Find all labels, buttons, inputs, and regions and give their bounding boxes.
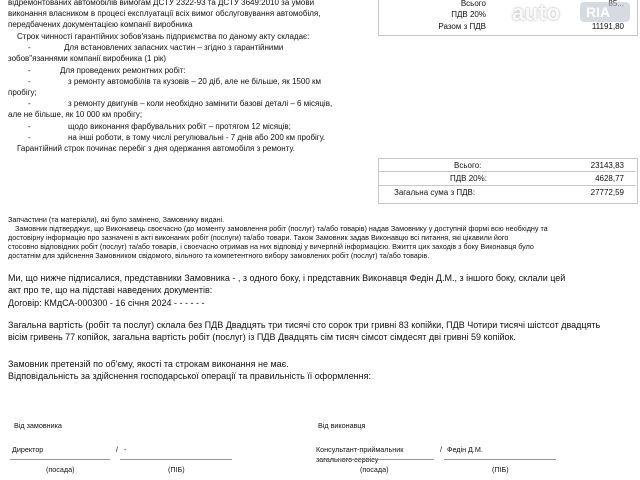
executor-title: Від виконавця: [318, 421, 366, 430]
total-label-2: Загальна сума з ПДВ:: [394, 188, 476, 197]
executor-position-line: [318, 459, 434, 460]
total-label-1: ПДВ 20%:: [450, 174, 487, 183]
warranty-line-2: передбачених документацією компанії виробника: [8, 20, 193, 29]
warranty-line-9: з ремонту двигунів – коли необхідно замінити базові деталі – 6 місяців,: [68, 99, 333, 108]
claims-line-1: Замовник претензій по об'єму, якості та строкам виконання не має.: [8, 359, 289, 369]
warranty-line-4: Для встановлених запасних частин – згідно з гарантійними: [64, 43, 284, 52]
warranty-dash-6: -: [28, 66, 31, 75]
warranty-line-12: на інші роботи, в тому числі регулювальні - 7 днів або 200 км пробігу.: [68, 133, 326, 142]
warranty-line-13: Гарантійний строк починає перебіг з дня одержання автомобіля з ремонту.: [17, 144, 295, 153]
watermark-badge: [580, 2, 630, 22]
notice-line-1: Запчастини (та матеріали), які було замінено, Замовнику видані.: [8, 215, 225, 224]
customer-caption-position: (посада): [46, 465, 75, 474]
customer-position-line: [10, 459, 110, 460]
total-value-0: 23143,83: [590, 161, 624, 170]
warranty-dash-11: -: [28, 122, 31, 131]
watermark-brand: auto: [512, 0, 561, 25]
executor-role-line2: загального сервісу: [316, 455, 379, 464]
warranty-line-10: але не більше, як 10 000 км пробігу;: [8, 110, 143, 119]
customer-slash-1: /: [116, 445, 118, 454]
executor-caption-name: (ПІБ): [492, 465, 509, 474]
customer-slash-2: -: [124, 445, 127, 454]
warranty-line-8: пробігу;: [8, 88, 37, 97]
warranty-dash-4: -: [28, 43, 31, 52]
warranty-line-7: з ремонту автомобілів та кузовів – 20 діб, але не більше, як 1500 км: [68, 77, 321, 86]
top-total-value-2: 11191,80: [591, 22, 624, 31]
notice-line-2: Замовник підтверджує, що Виконавець своєчасно (до моменту замовлення робіт (послуг) та/або товарів) надав Замовнику у доступній формі всю необхідну та: [15, 224, 548, 233]
customer-title: Від замовника: [14, 421, 62, 430]
executor-slash: /: [440, 445, 442, 454]
warranty-dash-7: -: [28, 77, 31, 86]
totals-divider-2: [378, 185, 636, 186]
warranty-line-11: щодо виконання фарбувальних робіт – протягом 12 місяців;: [68, 122, 291, 131]
customer-role: Директор: [12, 445, 44, 454]
warranty-line-6: Для проведених ремонтних робіт:: [60, 66, 186, 75]
customer-caption-name: (ПІБ): [168, 465, 185, 474]
customer-name-line: [120, 459, 232, 460]
warranty-line-3: Строк чинності гарантійних зобов'язань підприємства по даному акту складає:: [17, 32, 310, 41]
executor-name-line: [444, 459, 556, 460]
summary-line-1: Загальна вартість (робіт та послуг) склала без ПДВ Двадцять три тисячі сто сорок три гривні 83 копійки, ПДВ Чотири тисячі шістсот двадцять: [8, 320, 601, 330]
warranty-dash-9: -: [28, 99, 31, 108]
top-total-label-1: ПДВ 20%: [451, 10, 486, 19]
contract-line: Договір: КМдСА-000300 - 16 січня 2024 - - - - - -: [8, 298, 205, 308]
notice-line-5: достатнім для здійснення Замовником свідомого, вільного та компетентного вибору замовлених робіт (послуг) та/або товарів.: [8, 251, 430, 260]
notice-line-3: достовірну інформацію про зазначені в акті виконаних робіт (послуги) та/або товари. Також Замовник задав Виконавцю всі питання, які цікавили його: [8, 233, 509, 242]
warranty-line-1: виконання власником в процесі експлуатації всіх вимог обслуговування автомобіля,: [8, 9, 321, 18]
executor-name: Федін Д.М.: [447, 445, 483, 454]
executor-caption-position: (посада): [360, 465, 389, 474]
total-label-0: Всього:: [454, 161, 482, 170]
totals-divider-1: [378, 171, 636, 172]
notice-line-4: стосовно відповідних робіт (послуг) та/або товарів, і своєчасно отримав на них відповіді у вичерпній інформацією. Вжиття цих заходів з боку Виконавця було: [8, 242, 534, 251]
parties-line-1: Ми, що нижче підписалися, представники Замовника - , з одного боку, і представник Виконавця Федін Д.М., з іншого боку, склали цей: [8, 273, 566, 283]
total-value-1: 4628,77: [595, 174, 624, 183]
parties-line-2: акт про те, що на підставі наведених документів:: [8, 285, 213, 295]
warranty-dash-12: -: [28, 133, 31, 142]
summary-line-2: вісім гривень 77 копійок, загальна вартість робіт (послуг) із ПДВ Двадцять сім тисяч сімсот сімдесят дві гривні 59 копійок.: [8, 332, 516, 342]
claims-line-2: Відповідальність за здійснення господарської операції та правильність її оформлення:: [8, 371, 371, 381]
top-total-label-2: Разом з ПДВ: [438, 22, 486, 31]
watermark-badge-text: RIA: [586, 4, 611, 20]
top-total-label-0: Всього: [460, 0, 486, 8]
executor-role-line1: Консультант-приймальник: [316, 445, 404, 454]
warranty-line-0: відремонтованих автомобілів вимогам ДСТУ 2322-93 та ДСТУ 3649:2010 за умови: [8, 0, 315, 7]
warranty-line-5: зобов"язаннями компанії виробника (1 рік): [8, 54, 167, 63]
total-value-2: 27772,59: [590, 188, 624, 197]
autoria-watermark: [512, 0, 634, 26]
